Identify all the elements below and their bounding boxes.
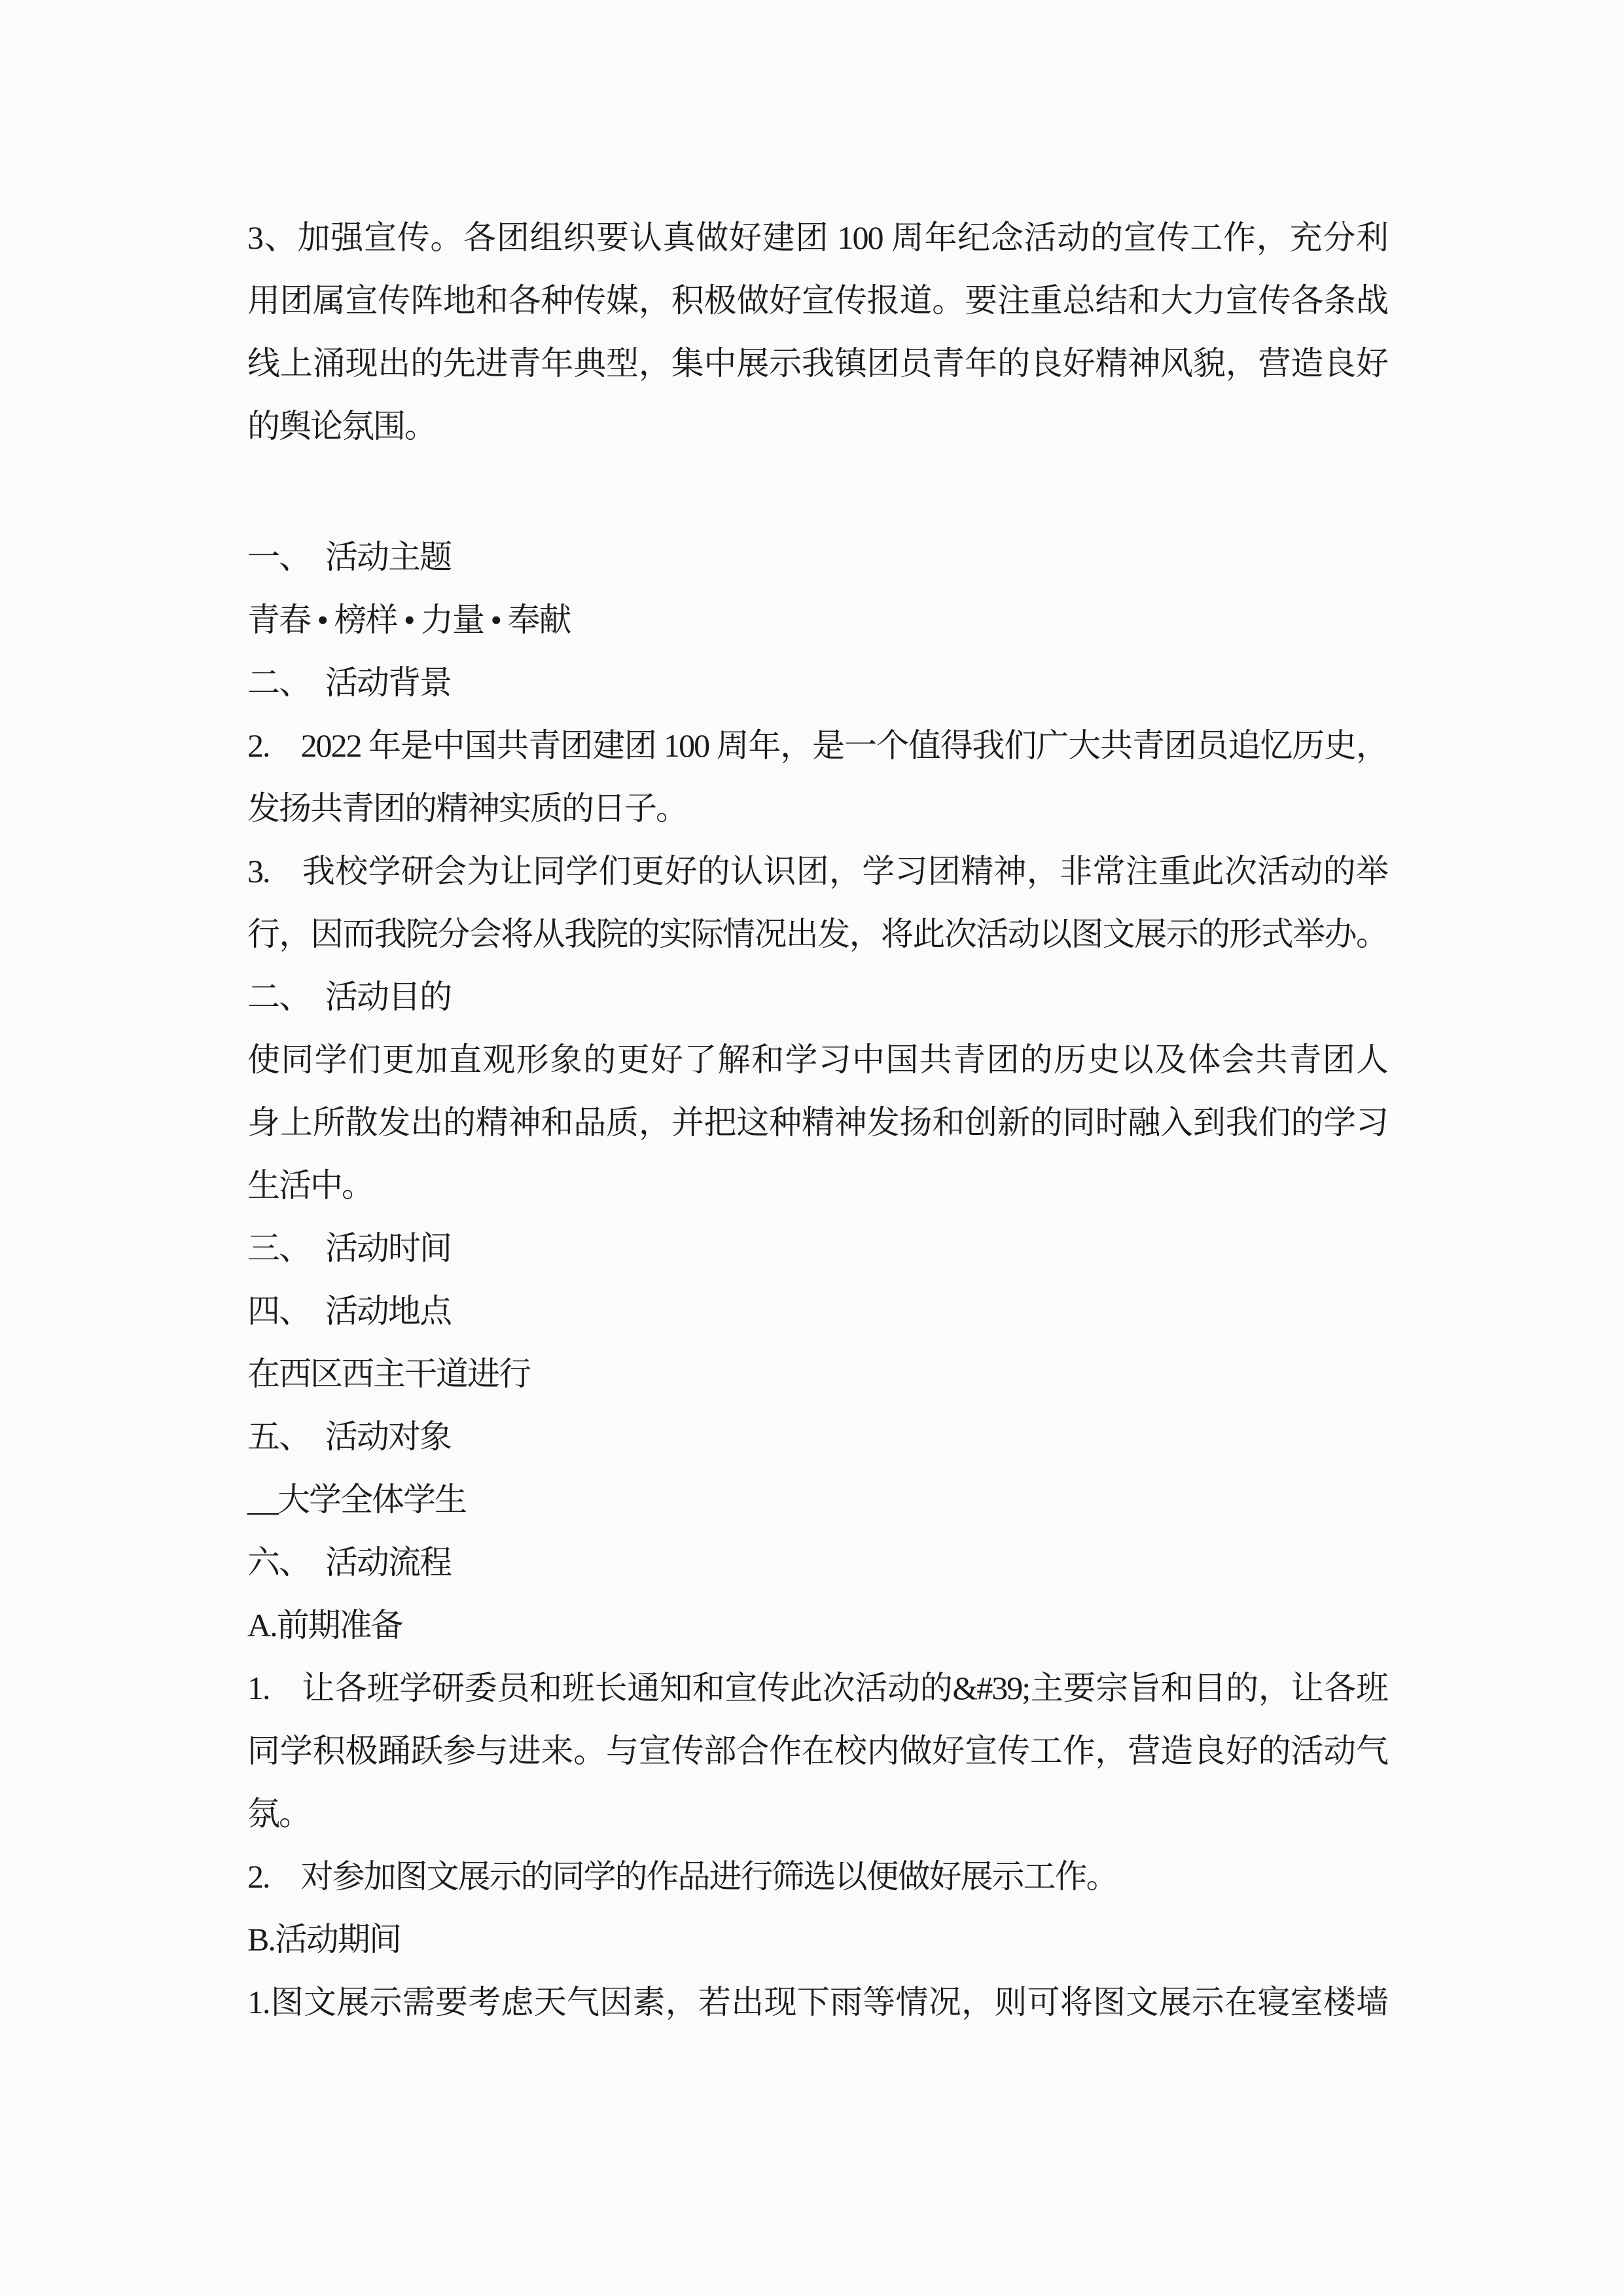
text-line-2: 线上涌现出的先进青年典型，集中展示我镇团员青年的良好精神风貌，营造良好 — [247, 345, 1387, 382]
text-line-6: 青春 • 榜样 • 力量 • 奉献 — [247, 601, 571, 638]
text-line-28: 1.图文展示需要考虑天气因素，若出现下雨等情况，则可将图文展示在寝室楼墙 — [247, 1984, 1387, 2020]
text-line-24: 同学积极踊跃参与进来。与宣传部合作在校内做好宣传工作，营造良好的活动气 — [247, 1732, 1387, 1769]
text-line-20: __大学全体学生 — [247, 1481, 466, 1518]
text-line-7: 二、 活动背景 — [247, 664, 451, 701]
text-line-10: 3. 我校学研会为让同学们更好的认识团，学习团精神，非常注重此次活动的举 — [247, 853, 1387, 889]
text-line-15: 生活中。 — [247, 1167, 373, 1204]
blank-line — [247, 457, 1387, 526]
text-line-26: 2. 对参加图文展示的同学的作品进行筛选以便做好展示工作。 — [247, 1858, 1118, 1895]
text-line-18: 在西区西主干道进行 — [247, 1355, 530, 1392]
text-line-25: 氛。 — [247, 1795, 310, 1832]
text-line-23: 1. 让各班学研委员和班长通知和宣传此次活动的&#39;主要宗旨和目的，让各班 — [247, 1670, 1387, 1706]
text-line-21: 六、 活动流程 — [247, 1544, 451, 1581]
text-line-16: 三、 活动时间 — [247, 1230, 451, 1266]
text-line-19: 五、 活动对象 — [247, 1418, 451, 1455]
text-line-8: 2. 2022 年是中国共青团建团 100 周年，是一个值得我们广大共青团员追忆历史， — [247, 727, 1387, 764]
text-line-27: B.活动期间 — [247, 1921, 401, 1958]
text-block — [247, 206, 1387, 2034]
text-line-3: 的舆论氛围。 — [247, 408, 436, 444]
text-line-5: 一、 活动主题 — [247, 539, 451, 575]
text-line-9: 发扬共青团的精神实质的日子。 — [247, 790, 687, 827]
text-line-22: A.前期准备 — [247, 1607, 402, 1643]
text-line-12: 二、 活动目的 — [247, 978, 451, 1015]
text-line-17: 四、 活动地点 — [247, 1293, 451, 1329]
text-line-13: 使同学们更加直观形象的更好了解和学习中国共青团的历史以及体会共青团人 — [247, 1041, 1387, 1078]
text-line-14: 身上所散发出的精神和品质，并把这种精神发扬和创新的同时融入到我们的学习 — [247, 1104, 1387, 1141]
text-line-0: 3、加强宣传。各团组织要认真做好建团 100 周年纪念活动的宣传工作，充分利 — [247, 219, 1387, 256]
text-line-11: 行，因而我院分会将从我院的实际情况出发，将此次活动以图文展示的形式举办。 — [247, 916, 1387, 952]
text-line-1: 用团属宣传阵地和各种传媒，积极做好宣传报道。要注重总结和大力宣传各条战 — [247, 282, 1387, 319]
